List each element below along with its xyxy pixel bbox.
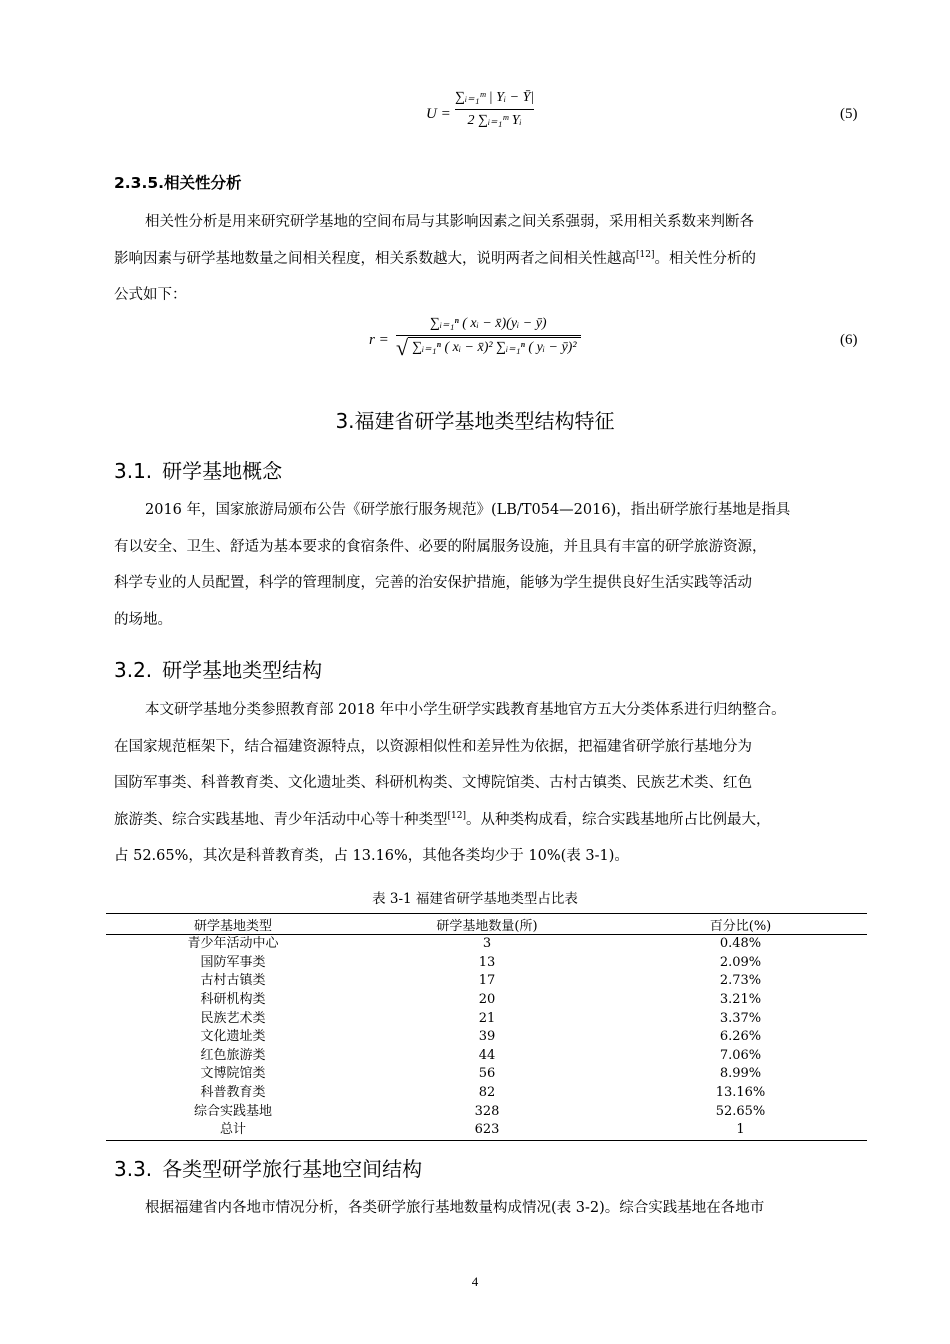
paragraph-line: 2016 年，国家旅游局颁布公告《研学旅行服务规范》(LB/T054—2016)，指出研学旅行基地是指具 xyxy=(145,502,791,518)
table-cell: 8.99% xyxy=(719,1066,762,1082)
table-row xyxy=(106,1084,867,1103)
section-number: 3.3. xyxy=(114,1157,153,1181)
fraction-bar xyxy=(455,109,534,110)
table-cell: 1 xyxy=(614,1121,867,1140)
table-row xyxy=(106,972,867,991)
table-cell: 13.16% xyxy=(715,1085,766,1101)
table-3-1 xyxy=(106,913,867,1141)
column-header: 研学基地类型 xyxy=(106,914,360,935)
table-cell: 56 xyxy=(478,1066,496,1082)
formula-5-numerator: ∑ᵢ₌₁ᵐ | Yᵢ − Ȳ| xyxy=(455,90,535,105)
table-cell: 21 xyxy=(478,1010,496,1026)
paragraph-line: 科学专业的人员配置，科学的管理制度，完善的治安保护措施，能够为学生提供良好生活实践等活动 xyxy=(114,575,752,591)
formula-6-fraction xyxy=(396,314,581,358)
sqrt-icon: √ xyxy=(396,335,409,360)
formula-5-lhs: U = xyxy=(426,106,451,122)
chapter-title: 3.福建省研学基地类型结构特征 xyxy=(335,409,615,433)
table-row xyxy=(106,935,867,954)
paragraph-line: 相关性分析是用来研究研学基地的空间布局与其影响因素之间关系强弱，采用相关系数来判断各 xyxy=(145,214,754,230)
table-cell: 文博院馆类 xyxy=(200,1066,266,1082)
citation: [12] xyxy=(447,810,466,821)
formula-6-number: (6) xyxy=(840,332,858,348)
table-row xyxy=(106,991,867,1010)
table-cell: 综合实践基地 xyxy=(193,1103,272,1119)
section-number: 3.1. xyxy=(114,459,153,483)
paragraph-line: 占 52.65%，其次是科普教育类，占 13.16%，其他各类均少于 10%(表 3-1)。 xyxy=(114,848,629,864)
table-cell: 2.73% xyxy=(719,973,762,989)
paragraph-line xyxy=(114,802,860,839)
table-cell: 古村古镇类 xyxy=(200,973,266,989)
paragraph-line-text: 影响因素与研学基地数量之间相关程度，相关系数越大，说明两者之间相关性越高 xyxy=(114,250,636,267)
radicand: ∑ᵢ₌₁ⁿ ( xᵢ − x̄)² ∑ᵢ₌₁ⁿ ( yᵢ − ȳ)² xyxy=(408,337,580,358)
formula-5-fraction xyxy=(455,88,534,131)
citation: [12] xyxy=(636,249,655,260)
formula-5-number: (5) xyxy=(840,106,858,122)
paragraph-line: 本文研学基地分类参照教育部 2018 年中小学生研学实践教育基地官方五大分类体系进行归纳整合。 xyxy=(145,702,786,718)
paragraph-line: 公式如下： xyxy=(114,287,187,303)
formula-5-denominator: 2 ∑ᵢ₌₁ᵐ Yᵢ xyxy=(467,113,522,128)
table-cell: 328 xyxy=(474,1103,500,1119)
table-cell: 文化遗址类 xyxy=(200,1029,266,1045)
section-2-3-5-paragraph xyxy=(114,204,860,314)
section-3-2-heading xyxy=(114,654,322,683)
table-cell: 7.06% xyxy=(719,1047,762,1063)
table-cell: 2.09% xyxy=(719,954,762,970)
table-cell: 6.26% xyxy=(719,1029,762,1045)
table-cell: 3.21% xyxy=(719,992,762,1008)
page-number: 4 xyxy=(471,1274,479,1289)
table-row xyxy=(106,1047,867,1066)
table-cell: 623 xyxy=(360,1121,614,1140)
paragraph-line: 在国家规范框架下，结合福建资源特点，以资源相似性和差异性为依据，把福建省研学旅行基地分为 xyxy=(114,738,752,755)
table-row xyxy=(106,1102,867,1121)
table-row xyxy=(106,1028,867,1047)
table-cell: 科普教育类 xyxy=(200,1085,266,1101)
table-cell: 国防军事类 xyxy=(200,954,266,970)
paragraph-line: 有以安全、卫生、舒适为基本要求的食宿条件、必要的附属服务设施，并且具有丰富的研学旅游资源， xyxy=(114,538,767,555)
paragraph-line: 根据福建省内各地市情况分析，各类研学旅行基地数量构成情况(表 3-2)。综合实践基地在各地市 xyxy=(145,1200,765,1216)
paragraph-line-tail: 。相关性分析的 xyxy=(654,250,756,267)
table-row xyxy=(106,1009,867,1028)
section-3-1-heading xyxy=(114,455,282,484)
column-header: 百分比(%) xyxy=(614,914,867,935)
paragraph-line xyxy=(114,241,860,278)
section-3-1-paragraph xyxy=(114,492,860,638)
table-cell: 民族艺术类 xyxy=(200,1010,266,1026)
fraction-bar xyxy=(396,335,581,336)
table-cell: 0.48% xyxy=(719,936,762,952)
paragraph-line: 的场地。 xyxy=(114,611,172,628)
section-number: 3.2. xyxy=(114,658,153,682)
section-title: 研学基地类型结构 xyxy=(162,658,323,682)
section-title: 各类型研学旅行基地空间结构 xyxy=(162,1157,423,1181)
section-3-3-heading xyxy=(114,1153,422,1182)
table-cell: 红色旅游类 xyxy=(200,1047,266,1063)
table-cell: 3.37% xyxy=(719,1010,762,1026)
table-row xyxy=(106,1065,867,1084)
section-2-3-5-heading: 2.3.5.相关性分析 xyxy=(114,174,242,192)
section-title: 研学基地概念 xyxy=(162,459,283,483)
paragraph-line-text: 旅游类、综合实践基地、青少年活动中心等十种类型 xyxy=(114,811,448,828)
table-cell: 52.65% xyxy=(715,1103,766,1119)
table-cell: 13 xyxy=(478,954,496,970)
paragraph-line-tail: 。从种类构成看，综合实践基地所占比例最大， xyxy=(465,811,771,828)
table-cell: 总计 xyxy=(106,1121,360,1140)
column-header: 研学基地数量(所) xyxy=(360,914,614,935)
formula-6-denominator xyxy=(396,337,581,358)
table-cell: 44 xyxy=(478,1047,496,1063)
section-3-2-paragraph xyxy=(114,692,860,875)
table-cell: 3 xyxy=(482,936,492,952)
table-cell: 科研机构类 xyxy=(200,992,266,1008)
paragraph-line: 国防军事类、科普教育类、文化遗址类、科研机构类、文博院馆类、古村古镇类、民族艺术类、红色 xyxy=(114,775,752,791)
section-3-3-paragraph xyxy=(114,1190,860,1227)
formula-6-lhs: r = xyxy=(369,332,389,348)
table-cell: 82 xyxy=(478,1085,496,1101)
table-cell: 20 xyxy=(478,992,496,1008)
table-row xyxy=(106,954,867,973)
table-cell: 17 xyxy=(478,973,496,989)
table-cell: 青少年活动中心 xyxy=(187,936,279,952)
table-cell: 39 xyxy=(478,1029,496,1045)
formula-6-numerator: ∑ᵢ₌₁ⁿ ( xᵢ − x̄)(yᵢ − ȳ) xyxy=(429,316,547,331)
table-caption: 表 3-1 福建省研学基地类型占比表 xyxy=(372,891,578,907)
table-total-row xyxy=(106,1121,867,1140)
table-header-row xyxy=(106,914,867,935)
